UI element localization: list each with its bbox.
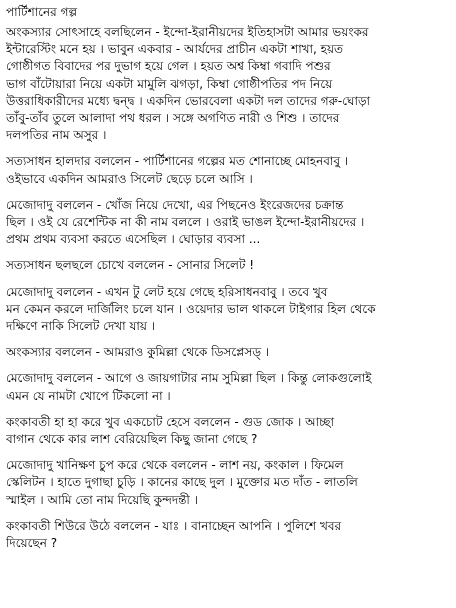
text-line: অংকস্যার বললেন - আমরাও কুমিল্লা থেকে ডিসপ্লেসড্ । [6, 345, 270, 360]
text-line: ভাগ বাঁটোয়ারা নিয়ে একটা মামুলি ঝগড়া, কিম্বা গোষ্ঠীপতির পদ নিয়ে [6, 76, 333, 91]
text-line: সত্যসাধন হালদার বললেন - পার্টিশানের গল্পের মত শোনাচ্ছে মোহনবাবু । [6, 154, 349, 169]
text-line: ওইভাবে একদিন আমরাও সিলেট ছেড়ে চলে আসি । [6, 171, 253, 186]
paragraph [6, 518, 450, 552]
text-line: কংকাবতী হা হা করে খুব একচোট হেসে বললেন - গুড জোক । আচ্ছা [6, 414, 334, 429]
text-line: দক্ষিণে নাকি সিলেট দেখা যায় । [6, 319, 156, 334]
text-line: উত্তরাধিকারীদের মধ্যে দ্বন্দ্ব । একদিন ভোরবেলা একটা দল তাদের গরু-ঘোড়া [6, 93, 370, 108]
text-line: মেজোদাদু বললেন - খোঁজ নিয়ে দেখো, এর পিছনেও ইংরেজদের চক্রান্ত [6, 197, 344, 212]
text-line: স্মাইল । আমি তো নাম দিয়েছি কুন্দদন্তী । [6, 492, 198, 507]
text-line: এমন যে নামটা খোপে টিকলো না । [6, 388, 171, 403]
text-line: মন কেমন করলে দার্জিলিং চলে যান । ওয়েদার ভাল থাকলে টাইগার হিল থেকে [6, 301, 376, 316]
text-line: প্রথম প্রথম ব্যবসা করতে এসেছিল । ঘোড়ার ব্যবসা ... [6, 232, 261, 247]
text-line: অংকস্যার সোৎসাহে বলছিলেন - ইন্দো-ইরানীয়দের ইতিহাসটা আমার ভয়ংকর [6, 25, 369, 39]
paragraph [6, 344, 450, 361]
text-line: দলপতির নাম অসুর । [6, 128, 107, 143]
text-line: ইন্টারেস্টিং মনে হয় । ভাবুন একবার - আর্যদের প্রাচীন একটা শাখা, হয়ত [6, 42, 344, 57]
paragraph [6, 153, 450, 187]
text-line: কংকাবতী শিউরে উঠে বললেন - যাঃ । বানাচ্ছেন আপনি । পুলিশে খবর [6, 518, 342, 533]
paragraph [6, 24, 450, 144]
paragraph [6, 257, 450, 274]
text-line: মেজোদাদু খানিক্ষণ চুপ করে থেকে বললেন - লাশ নয়, কংকাল । ফিমেল [6, 458, 344, 473]
paragraph [6, 457, 450, 509]
text-line: স্কেলিটন । হাতে দুগাছা চুড়ি । কানের কাছে দুল । মুক্তোর মত দাঁত - লাতলি [6, 475, 358, 490]
text-line: তাঁবু-তাঁব তুলে আলাদা পথ ধরল । সঙ্গে অগণিত নারী ও শিশু । তাদের [6, 111, 340, 126]
document-title: পার্টিশানের গল্প [6, 5, 78, 19]
paragraph [6, 370, 450, 404]
text-line: মেজোদাদু বললেন - এখন টু লেট হয়ে গেছে হরিসাধনবাবু । তবে খুব [6, 284, 328, 299]
text-line: মেজোদাদু বললেন - আগে ও জায়গাটার নাম সুমিল্লা ছিল । কিন্তু লোকগুলোই [6, 371, 372, 386]
text-line: সত্যসাধন ছলছলে চোখে বললেন - সোনার সিলেট ! [6, 258, 255, 273]
document-body [6, 24, 450, 552]
text-line: গোষ্ঠীগত বিবাদের পর দুভাগ হয়ে গেল । হয়ত অশ্ব কিম্বা গবাদি পশুর [6, 59, 331, 74]
text-line: বাগান থেকে কার লাশ বেরিয়েছিল কিছু জানা গেছে ? [6, 432, 258, 447]
paragraph [6, 414, 450, 448]
paragraph [6, 284, 450, 336]
text-line: দিয়েছেন ? [6, 536, 58, 551]
text-line: ছিল । ওই যে রেশেন্টিক না কী নাম বললে । ওরাই ভাঙল ইন্দো-ইরানীয়দের । [6, 215, 365, 230]
paragraph [6, 197, 450, 249]
